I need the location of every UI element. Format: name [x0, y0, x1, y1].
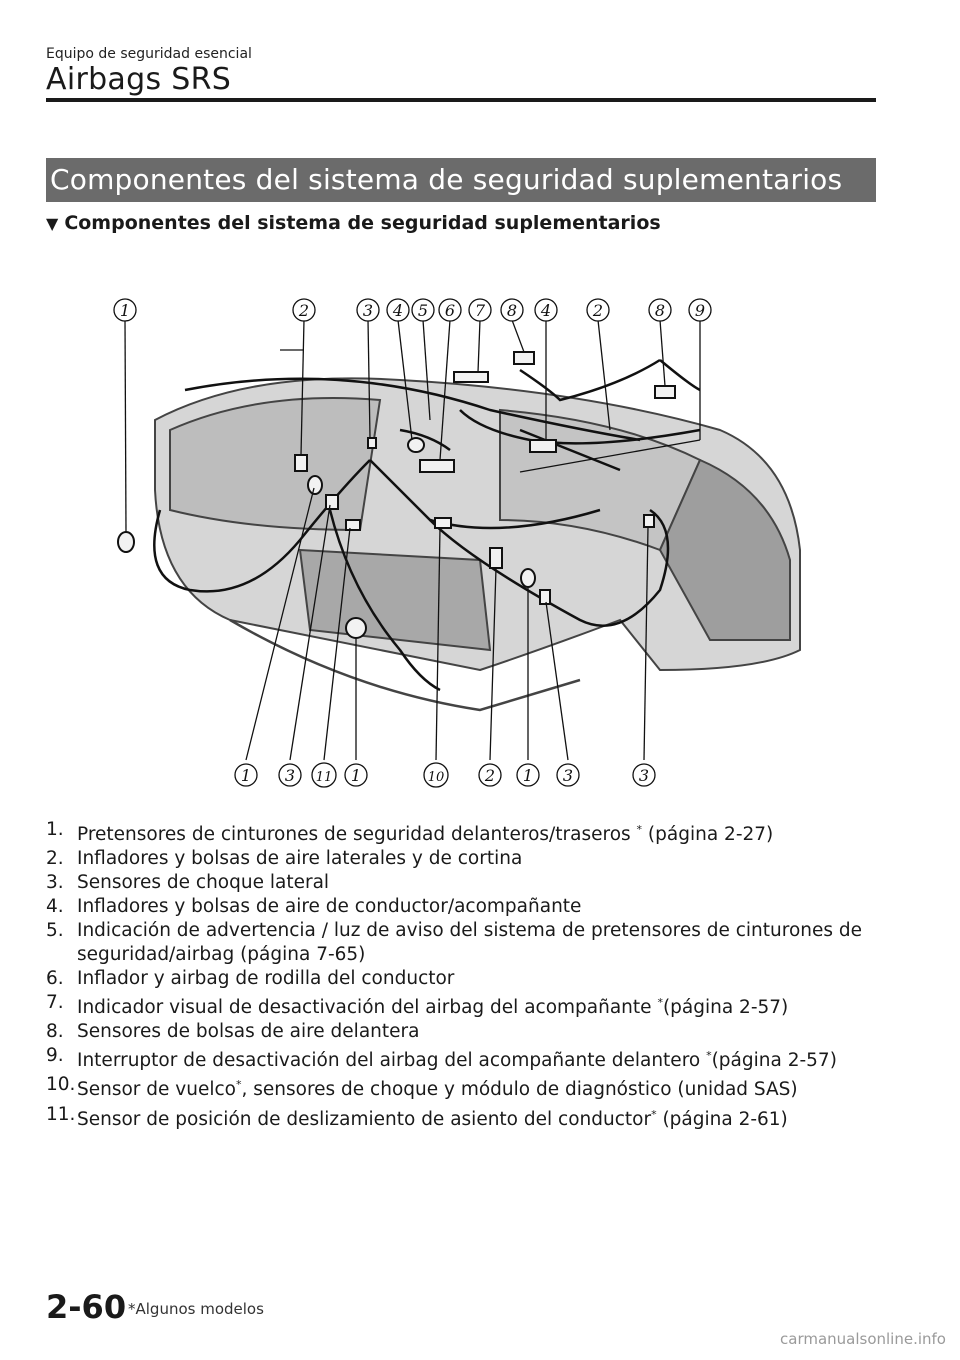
callout-b3b: 3 [562, 766, 574, 785]
callout-8b: 8 [654, 301, 666, 320]
list-item: 6. Inflador y airbag de rodilla del conductor [46, 968, 455, 990]
section-label: Equipo de seguridad esencial [46, 46, 252, 62]
list-item: 4. Infladores y bolsas de aire de conductor/acompañante [46, 896, 582, 918]
callout-b1: 1 [240, 766, 252, 785]
footnote: *Algunos modelos [128, 1300, 264, 1318]
callout-8: 8 [506, 301, 518, 320]
callout-9: 9 [694, 301, 706, 320]
list-item: 10. Sensor de vuelco*, sensores de choque y módulo de diagnóstico (unidad SAS) [46, 1074, 798, 1101]
list-item: 9. Interruptor de desactivación del airbag del acompañante delantero *(página 2-57) [46, 1045, 837, 1072]
subheading [46, 212, 661, 234]
callout-b3c: 3 [638, 766, 650, 785]
page-number: 2-60 [46, 1288, 127, 1326]
watermark: carmanualsonline.info [780, 1330, 946, 1348]
callout-2b: 2 [592, 301, 604, 320]
callout-b1c: 1 [522, 766, 534, 785]
airbag-components-diagram [100, 290, 860, 800]
callout-4: 4 [392, 301, 404, 320]
components-list [46, 818, 876, 1132]
callout-4b: 4 [540, 301, 552, 320]
callout-b11: 11 [315, 770, 333, 785]
list-item: 11. Sensor de posición de deslizamiento de asiento del conductor* (página 2-61) [46, 1103, 788, 1130]
header-divider [46, 98, 876, 102]
bottom-callouts [235, 763, 655, 787]
callout-b10: 10 [427, 770, 445, 785]
car-illustration [155, 378, 800, 710]
subheading-text: Componentes del sistema de seguridad suplementarios [64, 212, 661, 234]
callout-b2: 2 [484, 766, 496, 785]
list-item: 7. Indicador visual de desactivación del airbag del acompañante *(página 2-57) [46, 992, 789, 1019]
list-item: 2. Infladores y bolsas de aire laterales y de cortina [46, 848, 523, 870]
section-banner: Componentes del sistema de seguridad suplementarios [46, 158, 876, 202]
callout-7: 7 [474, 301, 486, 320]
callout-6: 6 [444, 301, 456, 320]
top-callouts [114, 299, 711, 321]
callout-5: 5 [417, 301, 429, 320]
callout-3: 3 [362, 301, 374, 320]
list-item: 8. Sensores de bolsas de aire delantera [46, 1021, 420, 1043]
list-item: 1. Pretensores de cinturones de seguridad delanteros/traseros * (página 2-27) [46, 819, 774, 846]
page-title: Airbags SRS [46, 62, 232, 97]
callout-b3: 3 [284, 766, 296, 785]
callout-b1b: 1 [350, 766, 362, 785]
callout-2: 2 [298, 301, 310, 320]
callout-1: 1 [119, 301, 131, 320]
list-item: 3. Sensores de choque lateral [46, 872, 330, 894]
list-item: 5. Indicación de advertencia / luz de aviso del sistema de pretensores de cinturones de seguridad/airbag (página 7-65) [46, 920, 863, 966]
triangle-marker-icon: ▼ [46, 214, 59, 233]
